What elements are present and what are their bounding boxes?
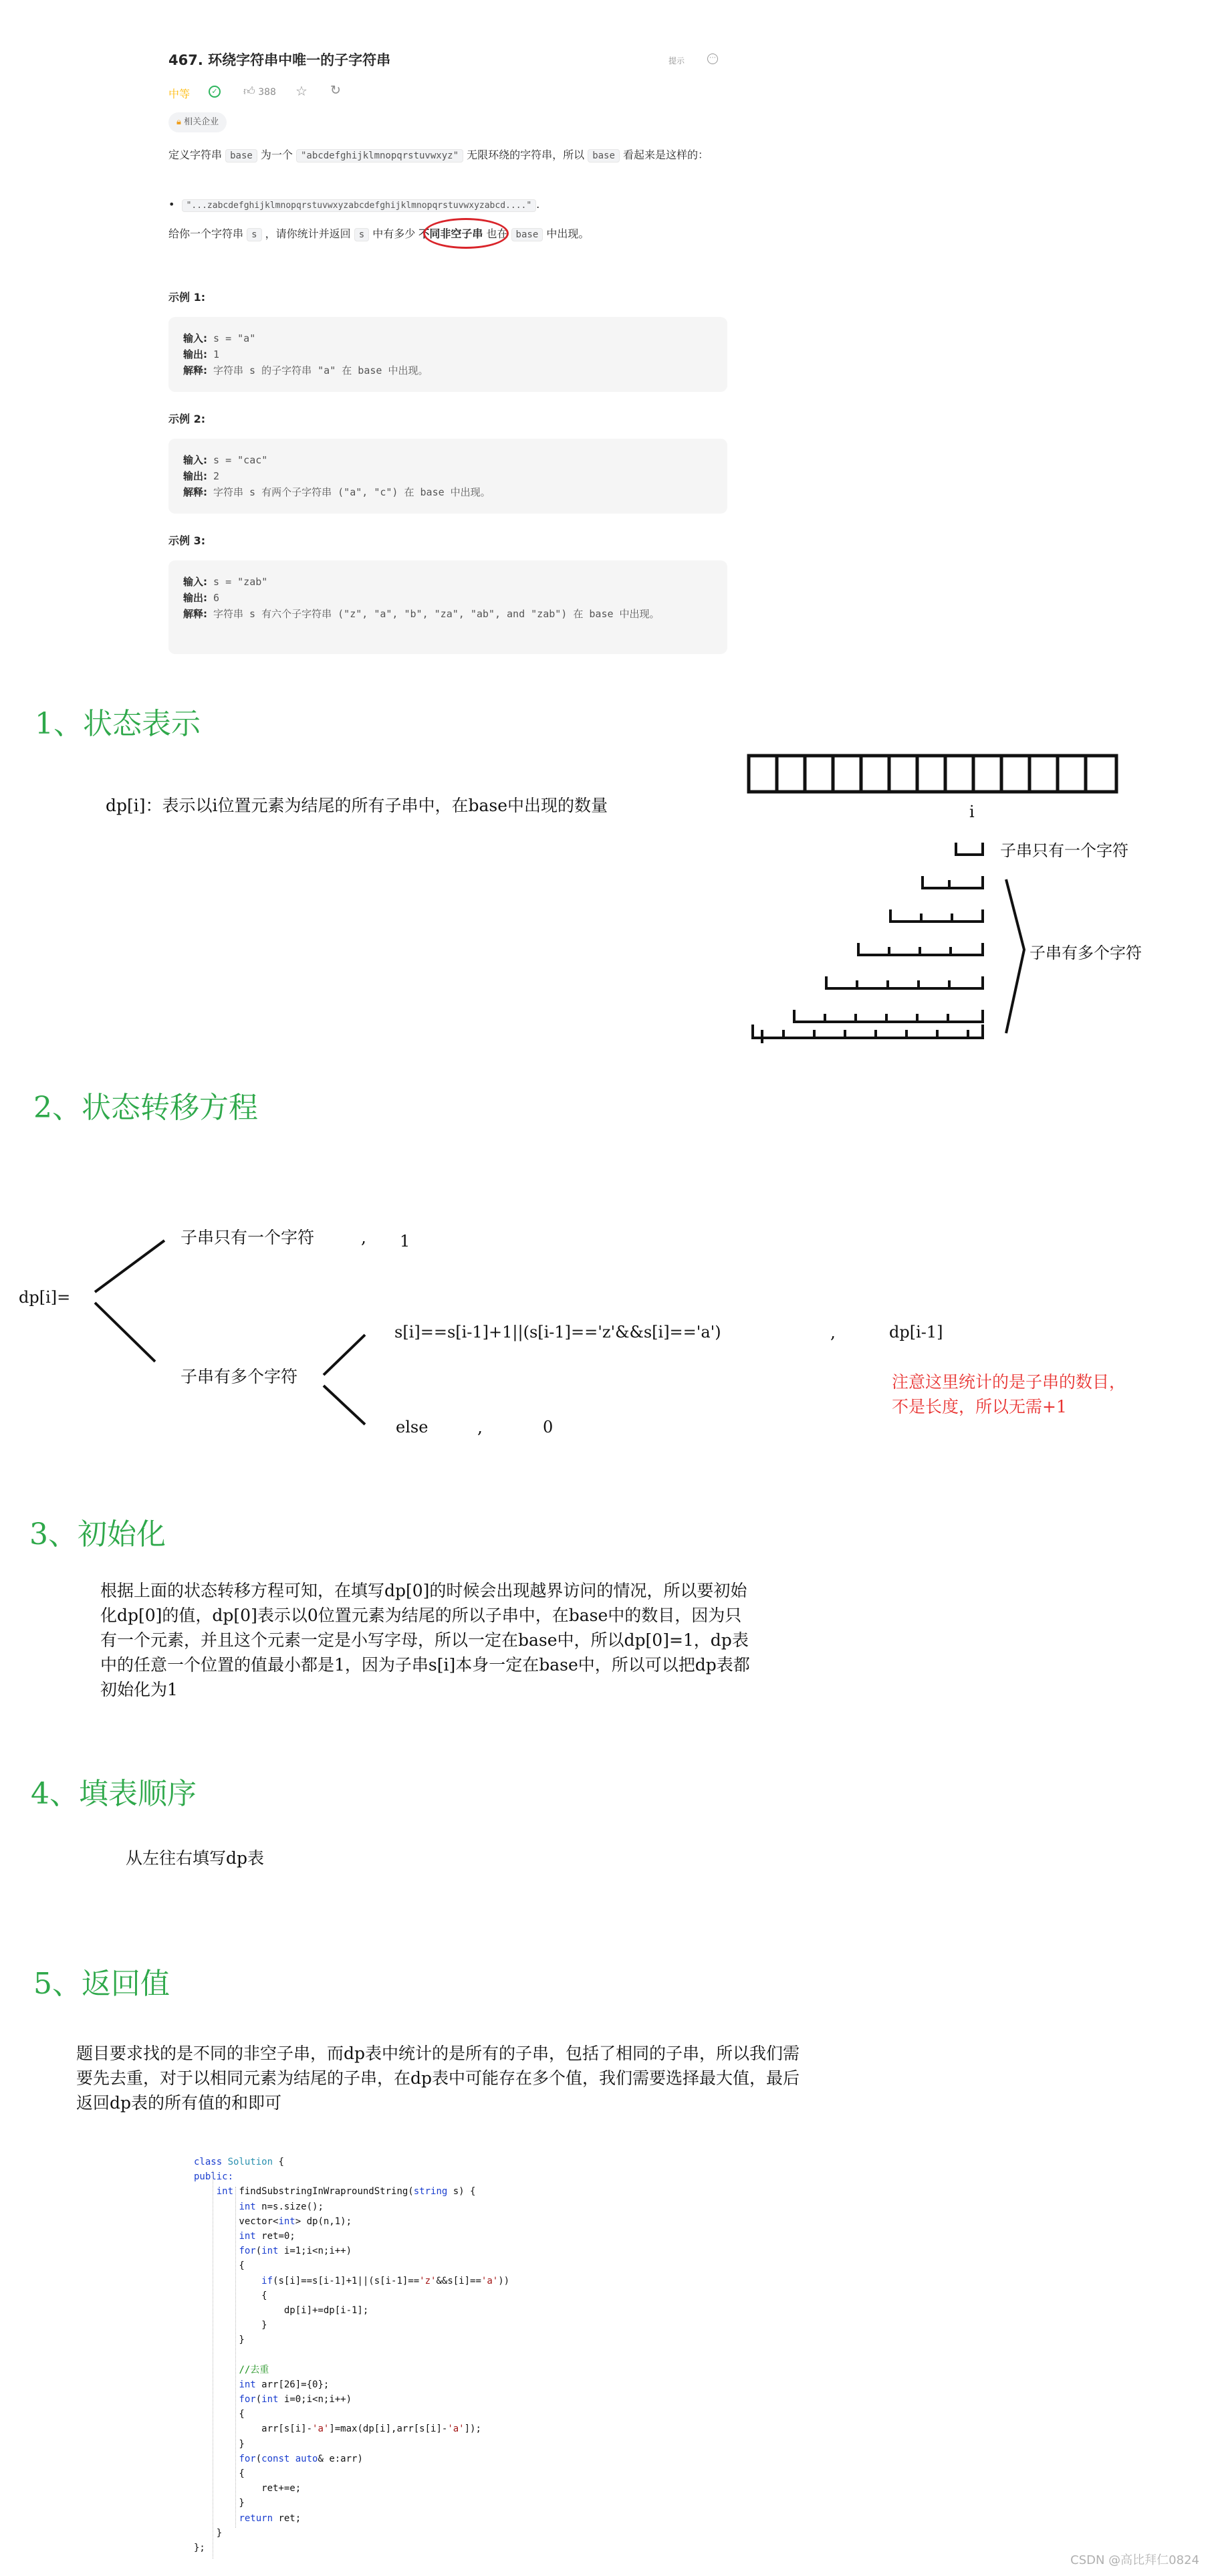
csdn-watermark: CSDN @高比拜仁0824 bbox=[1070, 2553, 1199, 2567]
section-1-text: dp[i]：表示以i位置元素为结尾的所有子串中，在base中出现的数量 bbox=[106, 796, 608, 815]
value-single: 1 bbox=[400, 1232, 410, 1251]
index-i-label: i bbox=[969, 802, 975, 821]
company-tag[interactable] bbox=[168, 112, 227, 132]
section-4-text: 从左往右填写dp表 bbox=[126, 1848, 265, 1868]
section-5-heading: 5、返回值 bbox=[33, 1967, 170, 2001]
thumb-up-icon: 👍︎ bbox=[243, 85, 255, 98]
red-circle-annotation bbox=[423, 218, 509, 249]
section-2-heading: 2、状态转移方程 bbox=[33, 1091, 258, 1125]
value-condition: dp[i-1] bbox=[889, 1323, 943, 1341]
comma-3: , bbox=[477, 1418, 483, 1437]
section-5-text: 题目要求找的是不同的非空子串，而dp表中统计的是所有的子串，包括了相同的子串，所以我们需要先去重，对于以相同元素为结尾的子串，在dp表中可能存在多个值，我们需要选择最大值，最后返回dp表的所有值的和即可 bbox=[76, 2044, 800, 2113]
else-label: else bbox=[396, 1418, 429, 1436]
like-button[interactable] bbox=[243, 84, 276, 98]
example-3-title: 示例 3: bbox=[168, 534, 206, 547]
value-else: 0 bbox=[543, 1418, 554, 1436]
like-count: 388 bbox=[258, 87, 276, 98]
label-single-char: 子串只有一个字符 bbox=[1000, 841, 1128, 860]
substring-brackets bbox=[762, 843, 983, 1043]
bottom-bracket bbox=[753, 1025, 983, 1038]
bullet-dot: • bbox=[168, 198, 182, 211]
hint-button[interactable]: 提示 bbox=[669, 56, 685, 66]
example-2-title: 示例 2: bbox=[168, 413, 206, 425]
comma-2: , bbox=[830, 1323, 836, 1342]
base-bullet: • "...zabcdefghijklmnopqrstuvwxyzabcdefghijklmnopqrstuvwxyzabcd...." . bbox=[168, 198, 540, 211]
example-1-box: 输入: s = "a" 输出: 1 解释: 字符串 s 的子字符串 "a" 在 base 中出现。 bbox=[168, 317, 727, 392]
group-brace bbox=[1006, 879, 1024, 1033]
company-tag-label: 相关企业 bbox=[184, 117, 219, 127]
difficulty-badge: 中等 bbox=[168, 88, 191, 100]
section-1-heading: 1、状态表示 bbox=[35, 707, 201, 741]
problem-title: 467. 环绕字符串中唯一的子字符串 bbox=[168, 52, 391, 68]
code-block: class Solution { public: int findSubstringInWraproundString(string s) { int n=s.size(); vector<int> dp(n,1); int ret=0; for(int i=1;i<n;i++) { if(s[i]==s[i-1]+1||(s[i-1]=='z'&&s[i]=='a')) { dp[i]+=dp[i-1]; } } //去重 int arr[26]={0}; for(int i=0;i<n;i++) { arr[s[i]-'a']=max(dp[i],arr[s[i]-'a']); } for(const auto& e:arr) { ret+=e; } return ret; } }; bbox=[194, 2155, 568, 2569]
share-icon[interactable]: ↻ bbox=[330, 83, 341, 98]
more-icon[interactable]: ⋯ bbox=[707, 53, 718, 64]
dp-label: dp[i]= bbox=[19, 1288, 71, 1307]
lock-icon: 🔒︎ bbox=[176, 117, 181, 127]
section-3-text: 根据上面的状态转移方程可知，在填写dp[0]的时候会出现越界访问的情况，所以要初始化dp[0]的值，dp[0]表示以0位置元素为结尾的所以子串中，在base中的数目，因为只有一个元素，并且这个元素一定是小写字母，所以一定在base中，所以dp[0]=1，dp表中的任意一个位置的值最小都是1，因为子串s[i]本身一定在base中，所以可以把dp表都初始化为1 bbox=[100, 1581, 750, 1699]
section-3-heading: 3、初始化 bbox=[29, 1517, 166, 1551]
label-multi-char: 子串有多个字符 bbox=[1029, 944, 1142, 962]
case-single: 子串只有一个字符 bbox=[180, 1228, 315, 1247]
note-red: 注意这里统计的是子串的数目，不是长度，所以无需+1 bbox=[892, 1372, 1126, 1416]
comma-1: , bbox=[361, 1228, 366, 1247]
example-1-title: 示例 1: bbox=[168, 291, 206, 304]
highlighted-term: 不同非空子串 bbox=[418, 227, 483, 240]
description-line-1: 定义字符串 base 为一个 "abcdefghijklmnopqrstuvwxyz" 无限环绕的字符串，所以 base 看起来是这样的： bbox=[168, 148, 709, 161]
section-4-heading: 4、填表顺序 bbox=[31, 1777, 197, 1811]
example-3-box: 输入: s = "zab" 输出: 6 解释: 字符串 s 有六个子字符串 ("z", "a", "b", "za", "ab", and "zab") 在 base 中出现。 bbox=[168, 560, 727, 654]
star-icon[interactable]: ☆ bbox=[295, 83, 308, 99]
example-2-box: 输入: s = "cac" 输出: 2 解释: 字符串 s 有两个子字符串 ("a", "c") 在 base 中出现。 bbox=[168, 439, 727, 514]
solved-check-icon: ✓ bbox=[209, 86, 221, 98]
case-multi: 子串有多个字符 bbox=[180, 1367, 298, 1386]
description-line-2: 给你一个字符串 s ，请你统计并返回 s 中有多少 不同非空子串 也在 base 中出现。 bbox=[168, 227, 590, 240]
condition-expr: s[i]==s[i-1]+1||(s[i-1]=='z'&&s[i]=='a') bbox=[394, 1323, 721, 1341]
substring-diagram bbox=[735, 749, 1203, 1043]
array-cells bbox=[749, 756, 1116, 792]
